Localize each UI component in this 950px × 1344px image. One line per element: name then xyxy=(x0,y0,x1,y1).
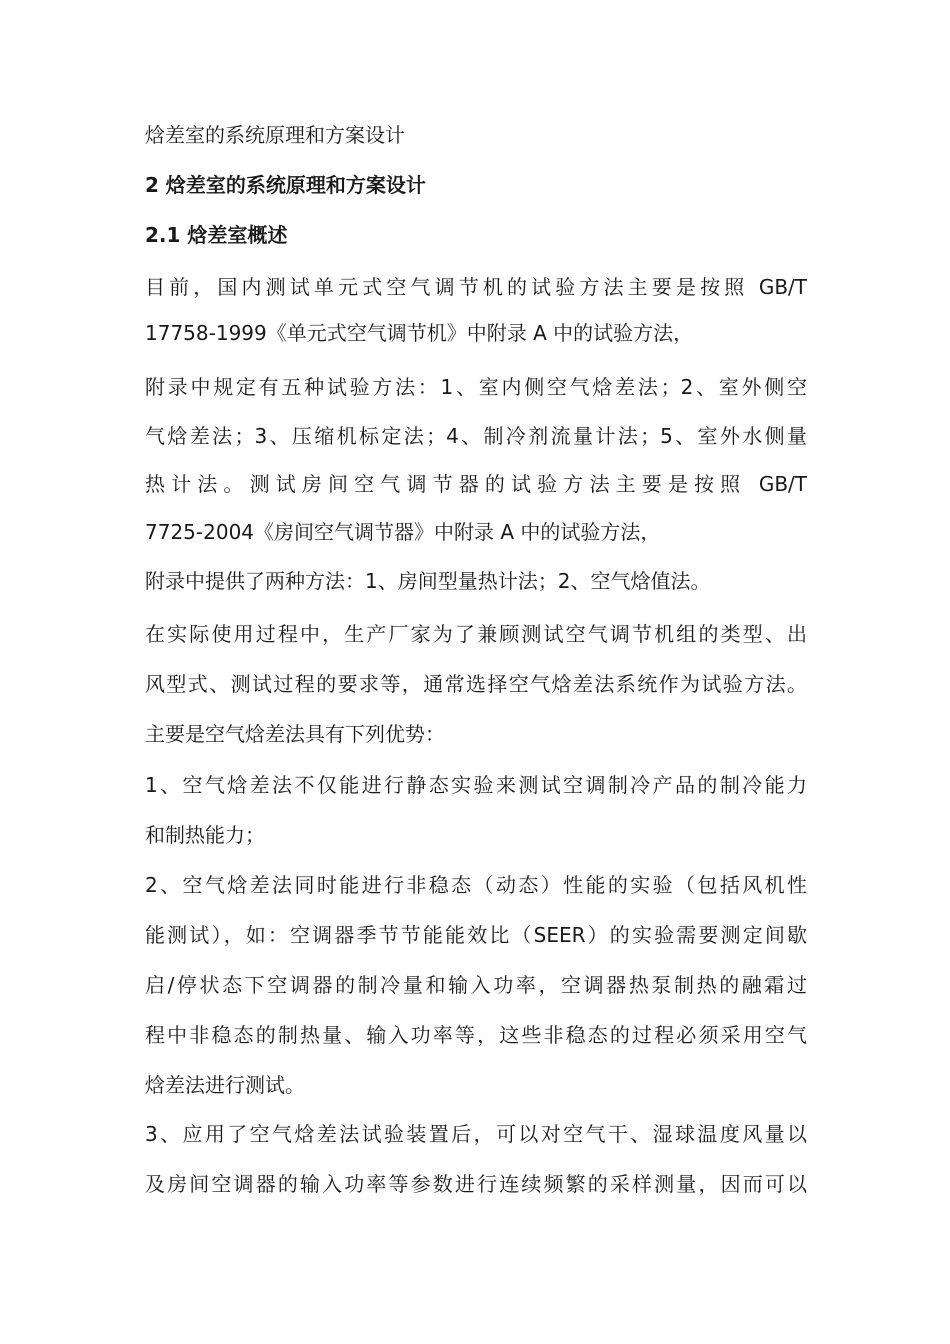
paragraph-line: 17758-1999《单元式空气调节机》中附录 A 中的试验方法， xyxy=(145,321,694,345)
subsection-heading: 2.1 焓差室概述 xyxy=(145,223,288,247)
paragraph-line: 风型式、测试过程的要求等，通常选择空气焓差法系统作为试验方法。 xyxy=(145,672,807,696)
paragraph-line: 附录中规定有五种试验方法：1、室内侧空气焓差法；2、室外侧空 xyxy=(145,375,807,399)
paragraph-line: 主要是空气焓差法具有下列优势： xyxy=(145,722,445,746)
paragraph-line: 附录中提供了两种方法：1、房间型量热计法；2、空气焓值法。 xyxy=(145,569,711,593)
paragraph-line: 热计法。测试房间空气调节器的试验方法主要是按照 GB/T xyxy=(145,472,807,496)
list-item: 及房间空调器的输入功率等参数进行连续频繁的采样测量，因而可以 xyxy=(145,1172,807,1196)
list-item: 3、应用了空气焓差法试验装置后，可以对空气干、湿球温度风量以 xyxy=(145,1122,807,1146)
list-item: 2、空气焓差法同时能进行非稳态（动态）性能的实验（包括风机性 xyxy=(145,873,807,897)
paragraph-line: 在实际使用过程中，生产厂家为了兼顾测试空气调节机组的类型、出 xyxy=(145,622,807,646)
list-item: 能测试），如：空调器季节节能能效比（SEER）的实验需要测定间歇 xyxy=(145,923,807,947)
list-item: 程中非稳态的制热量、输入功率等，这些非稳态的过程必须采用空气 xyxy=(145,1023,807,1047)
section-heading: 2 焓差室的系统原理和方案设计 xyxy=(145,173,426,197)
paragraph-line: 气焓差法；3、压缩机标定法；4、制冷剂流量计法；5、室外水侧量 xyxy=(145,424,807,448)
list-item: 启/停状态下空调器的制冷量和输入功率，空调器热泵制热的融霜过 xyxy=(145,973,807,997)
paragraph-line: 目前，国内测试单元式空气调节机的试验方法主要是按照 GB/T xyxy=(145,275,807,299)
list-item: 焓差法进行测试。 xyxy=(145,1073,305,1097)
list-item: 1、空气焓差法不仅能进行静态实验来测试空调制冷产品的制冷能力 xyxy=(145,773,807,797)
list-item: 和制热能力； xyxy=(145,823,265,847)
document-title: 焓差室的系统原理和方案设计 xyxy=(145,123,405,147)
paragraph-line: 7725-2004《房间空气调节器》中附录 A 中的试验方法， xyxy=(145,520,661,544)
